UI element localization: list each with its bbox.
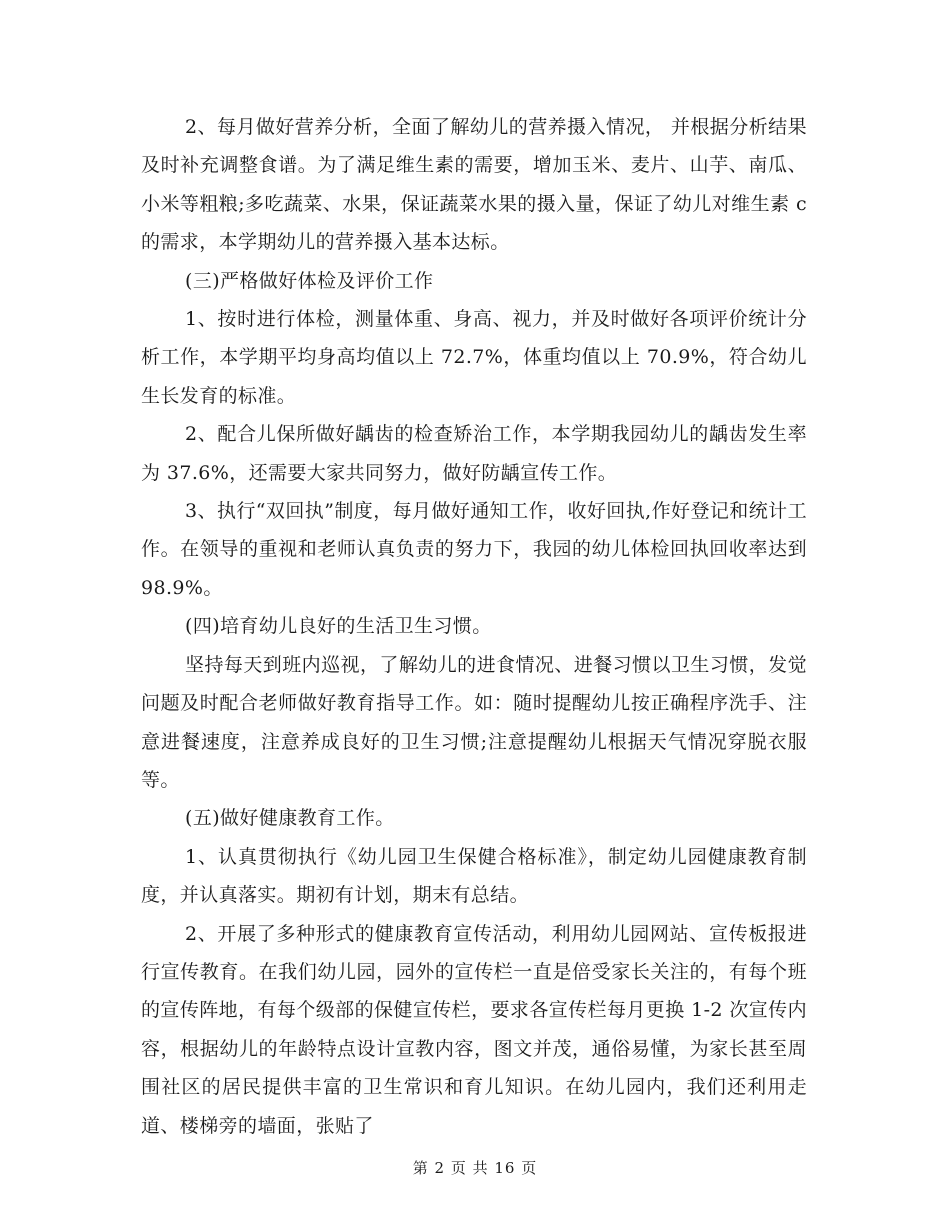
document-body — [141, 108, 807, 1145]
section-heading-health-education: (五)做好健康教育工作。 — [185, 807, 395, 830]
paragraph-health-campaigns: 2、开展了多种形式的健康教育宣传活动，利用幼儿园网站、宣传板报进行宣传教育。在我们幼儿园，园外的宣传栏一直是倍受家长关注的，有每个班的宣传阵地，有每个级部的保健宣传栏，要求各宣传栏每月更换 1-2 次宣传内容，根据幼儿的年龄特点设计宣教内容，图文并茂，通俗易懂，为家长甚至周围社区的居民提供丰富的卫生常识和育儿知识。在幼儿园内，我们还利用走道、楼梯旁的墙面，张贴了 — [141, 922, 807, 1137]
paragraph-hygiene-habits: 坚持每天到班内巡视，了解幼儿的进食情况、进餐习惯以卫生习惯，发觉问题及时配合老师做好教育指导工作。如：随时提醒幼儿按正确程序洗手、注意进餐速度，注意养成良好的卫生习惯;注意提醒幼儿根据天气情况穿脱衣服等。 — [141, 653, 807, 791]
section-heading-physical-exam: (三)严格做好体检及评价工作 — [185, 269, 434, 292]
paragraph-nutrition-analysis: 2、每月做好营养分析，全面了解幼儿的营养摄入情况， 并根据分析结果及时补充调整食谱。为了满足维生素的需要，增加玉米、麦片、山芋、南瓜、小米等粗粮;多吃蔬菜、水果，保证蔬菜水果的摄入量，保证了幼儿对维生素 c 的需求，本学期幼儿的营养摄入基本达标。 — [141, 116, 807, 254]
paragraph-physical-exam: 1、按时进行体检，测量体重、身高、视力，并及时做好各项评价统计分析工作，本学期平均身高均值以上 72.7%，体重均值以上 70.9%，符合幼儿生长发育的标准。 — [141, 308, 807, 407]
section-heading-hygiene-habits: (四)培育幼儿良好的生活卫生习惯。 — [185, 615, 492, 638]
paragraph-health-standards: 1、认真贯彻执行《幼儿园卫生保健合格标准》，制定幼儿园健康教育制度，并认真落实。期初有计划，期末有总结。 — [141, 845, 807, 907]
page-footer: 第 2 页 共 16 页 — [412, 1159, 538, 1177]
paragraph-double-receipt: 3、执行“双回执”制度，每月做好通知工作，收好回执,作好登记和统计工作。在领导的重视和老师认真负责的努力下，我园的幼儿体检回执回收率达到 98.9%。 — [141, 500, 807, 599]
paragraph-dental-caries: 2、配合儿保所做好龋齿的检查矫治工作，本学期我园幼儿的龋齿发生率为 37.6%，还需要大家共同努力，做好防龋宣传工作。 — [141, 423, 807, 484]
